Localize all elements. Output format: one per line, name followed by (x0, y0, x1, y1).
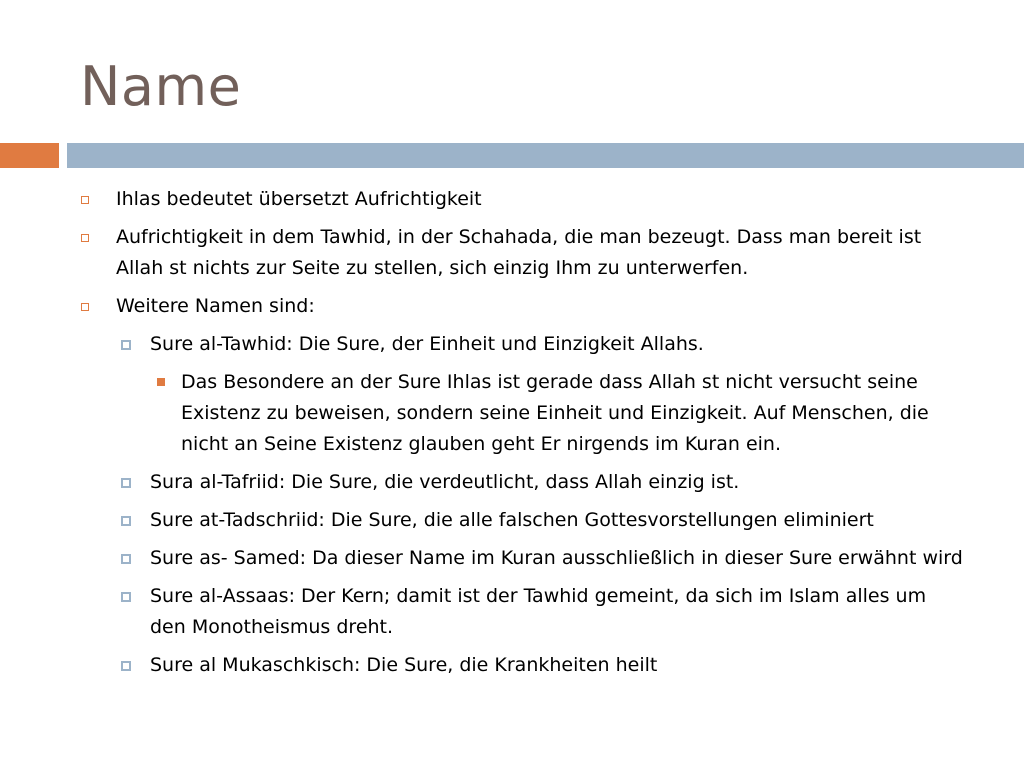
bullet-text: Sure as- Samed: Da dieser Name im Kuran ausschließlich in dieser Sure erwähnt wird (150, 547, 963, 569)
open-square-bullet-icon (81, 196, 89, 204)
sub-bullet-item (0, 581, 1024, 643)
square-bullet-icon (121, 554, 131, 564)
square-bullet-icon (121, 478, 131, 488)
bullet-list (0, 184, 1024, 688)
bullet-text: Sure al-Assaas: Der Kern; damit ist der Tawhid gemeint, da sich im Islam alles um den Monotheismus dreht. (150, 585, 927, 638)
sub-sub-bullet-item (0, 367, 1024, 460)
bullet-text: Sure al Mukaschkisch: Die Sure, die Krankheiten heilt (150, 654, 658, 676)
bullet-text: Aufrichtigkeit in dem Tawhid, in der Schahada, die man bezeugt. Dass man bereit ist Allah st nichts zur Seite zu stellen, sich einzig Ihm zu unterwerfen. (116, 226, 922, 279)
slide-title: Name (80, 55, 242, 118)
bullet-text: Sura al-Tafriid: Die Sure, die verdeutlicht, dass Allah einzig ist. (150, 471, 740, 493)
bullet-text: Das Besondere an der Sure Ihlas ist gerade dass Allah st nicht versucht seine Existenz zu beweisen, sondern seine Einheit und Einzigkeit. Auf Menschen, die nicht an Seine Existenz glauben geht Er nirgends im Kuran ein. (181, 371, 929, 455)
sub-bullet-item (0, 650, 1024, 681)
square-bullet-icon (121, 661, 131, 671)
square-bullet-icon (121, 340, 131, 350)
sub-bullet-item (0, 467, 1024, 498)
sub-bullet-item (0, 543, 1024, 574)
bullet-item (0, 222, 1024, 284)
bullet-text: Sure at-Tadschriid: Die Sure, die alle falschen Gottesvorstellungen eliminiert (150, 509, 874, 531)
open-square-bullet-icon (81, 303, 89, 311)
sub-bullet-item (0, 505, 1024, 536)
bullet-text: Ihlas bedeutet übersetzt Aufrichtigkeit (116, 188, 482, 210)
square-bullet-icon (121, 592, 131, 602)
filled-square-bullet-icon (157, 378, 165, 386)
open-square-bullet-icon (81, 234, 89, 242)
bullet-text: Weitere Namen sind: (116, 295, 315, 317)
title-rule-bar (67, 143, 1024, 168)
bullet-text: Sure al-Tawhid: Die Sure, der Einheit und Einzigkeit Allahs. (150, 333, 704, 355)
bullet-item (0, 291, 1024, 322)
square-bullet-icon (121, 516, 131, 526)
bullet-item (0, 184, 1024, 215)
sub-bullet-item (0, 329, 1024, 360)
title-rule-accent (0, 143, 59, 168)
